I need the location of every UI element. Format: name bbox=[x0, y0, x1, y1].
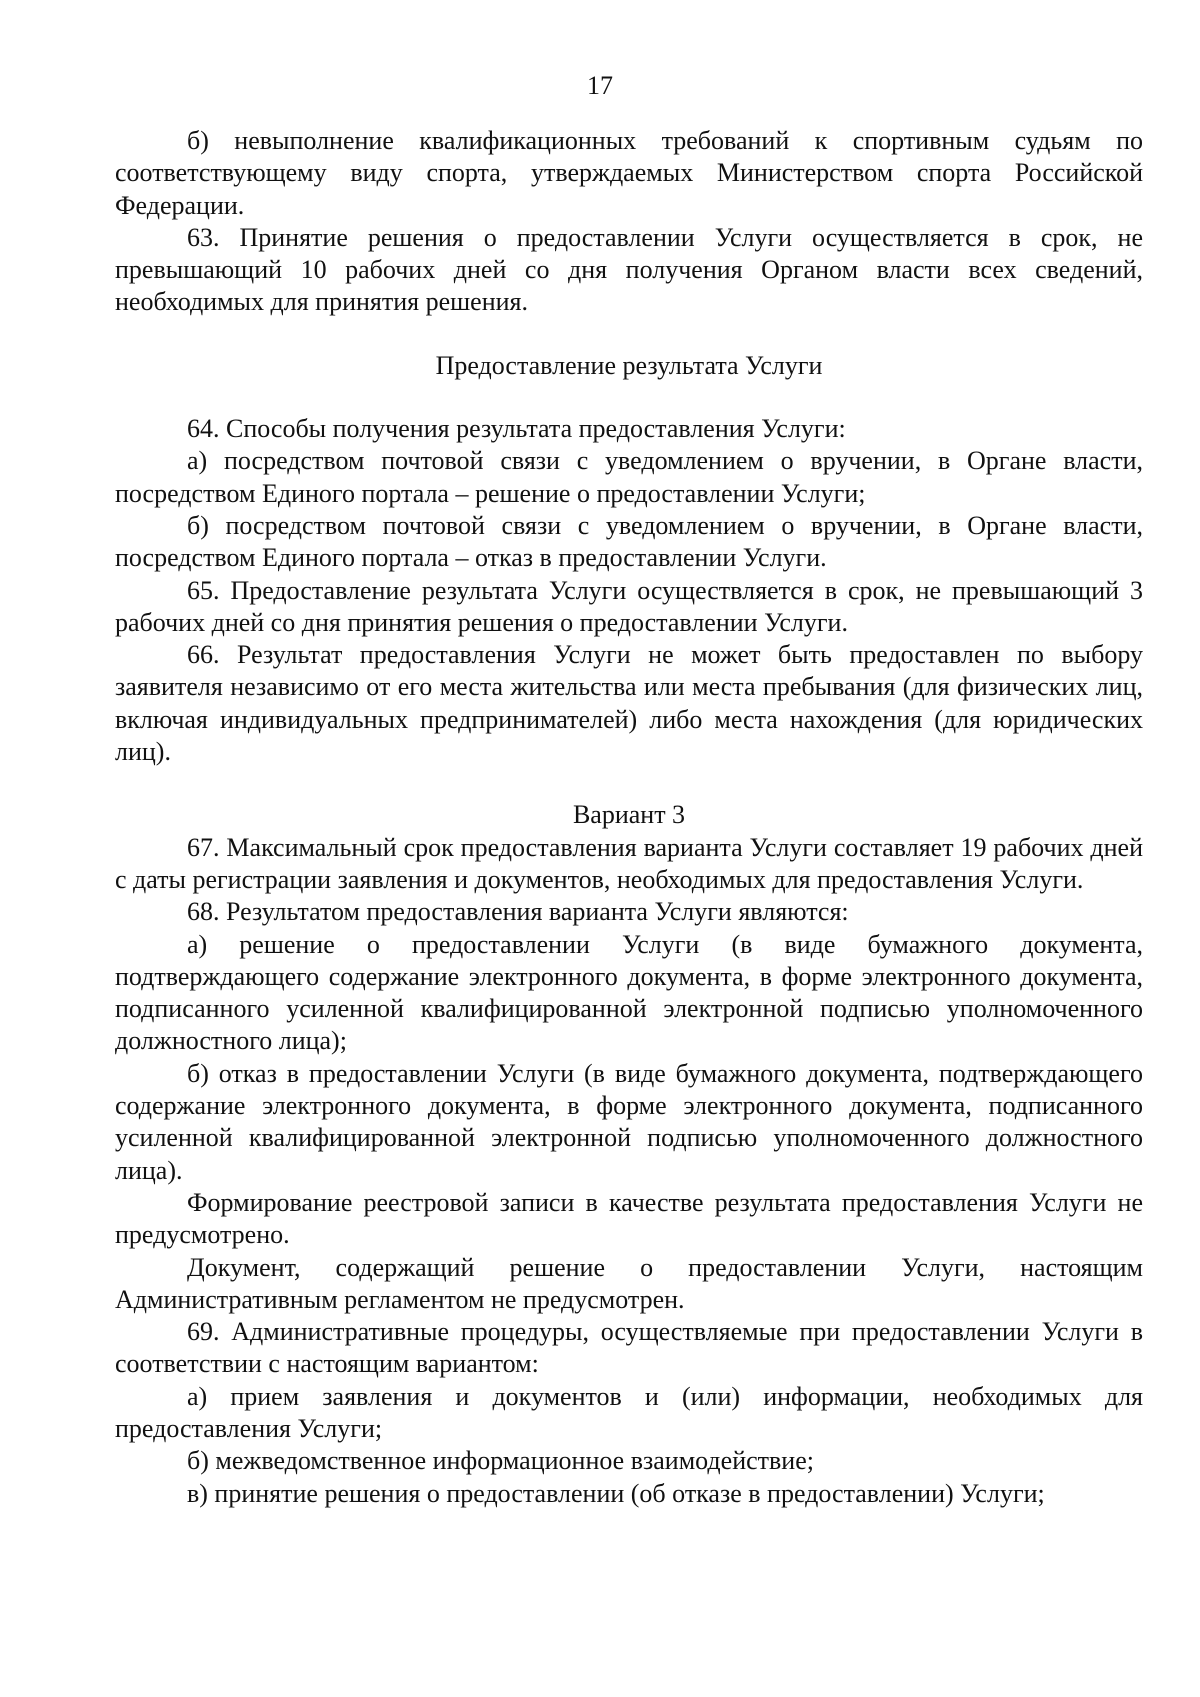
paragraph-68-a: а) решение о предоставлении Услуги (в виде бумажного документа, подтверждающего содержание электронного документа, в форме электронного документа, подписанного усиленной квалифицированной электронной подписью уполномоченного должностного лица); bbox=[115, 929, 1143, 1056]
paragraph-64: 64. Способы получения результата предоставления Услуги: bbox=[187, 414, 846, 444]
paragraph-68-b: б) отказ в предоставлении Услуги (в виде бумажного документа, подтверждающего содержание электронного документа, в форме электронного документа, подписанного усиленной квалифицированной электронной подписью уполномоченного должностного лица). bbox=[115, 1058, 1143, 1185]
paragraph-69-a: а) прием заявления и документов и (или) информации, необходимых для предоставления Услуги; bbox=[115, 1381, 1143, 1443]
paragraph-69-b: б) межведомственное информационное взаимодействие; bbox=[187, 1446, 814, 1476]
paragraph-63: 63. Принятие решения о предоставлении Услуги осуществляется в срок, не превышающий 10 рабочих дней со дня получения Органом власти всех сведений, необходимых для принятия решения. bbox=[115, 222, 1143, 317]
section-heading-result: Предоставление результата Услуги bbox=[435, 350, 823, 380]
document-body bbox=[115, 125, 1143, 1510]
paragraph-68: 68. Результатом предоставления варианта Услуги являются: bbox=[187, 897, 849, 927]
paragraph-69: 69. Административные процедуры, осуществляемые при предоставлении Услуги в соответствии с настоящим вариантом: bbox=[115, 1317, 1143, 1379]
paragraph-item-b-violation: б) невыполнение квалификационных требований к спортивным судьям по соответствующему виду спорта, утверждаемых Министерством спорта Российской Федерации. bbox=[115, 126, 1143, 220]
paragraph-64-a: а) посредством почтовой связи с уведомлением о вручении, в Органе власти, посредством Единого портала – решение о предоставлении Услуги; bbox=[115, 446, 1143, 508]
paragraph-67: 67. Максимальный срок предоставления варианта Услуги составляет 19 рабочих дней с даты регистрации заявления и документов, необходимых для предоставления Услуги. bbox=[115, 832, 1143, 894]
paragraph-69-c: в) принятие решения о предоставлении (об отказе в предоставлении) Услуги; bbox=[187, 1478, 1045, 1508]
paragraph-64-b: б) посредством почтовой связи с уведомлением о вручении, в Органе власти, посредством Единого портала – отказ в предоставлении Услуги. bbox=[115, 510, 1143, 573]
page-number: 17 bbox=[587, 71, 613, 100]
paragraph-registry-record: Формирование реестровой записи в качестве результата предоставления Услуги не предусмотрено. bbox=[115, 1187, 1143, 1250]
section-heading-variant-3: Вариант 3 bbox=[572, 800, 686, 830]
paragraph-decision-document: Документ, содержащий решение о предоставлении Услуги, настоящим Административным регламентом не предусмотрен. bbox=[115, 1252, 1143, 1314]
paragraph-65: 65. Предоставление результата Услуги осуществляется в срок, не превышающий 3 рабочих дней со дня принятия решения о предоставлении Услуги. bbox=[115, 575, 1143, 637]
paragraph-66: 66. Результат предоставления Услуги не может быть предоставлен по выбору заявителя независимо от его места жительства или места пребывания (для физических лиц, включая индивидуальных предпринимателей) либо места нахождения (для юридических лиц). bbox=[115, 640, 1143, 767]
